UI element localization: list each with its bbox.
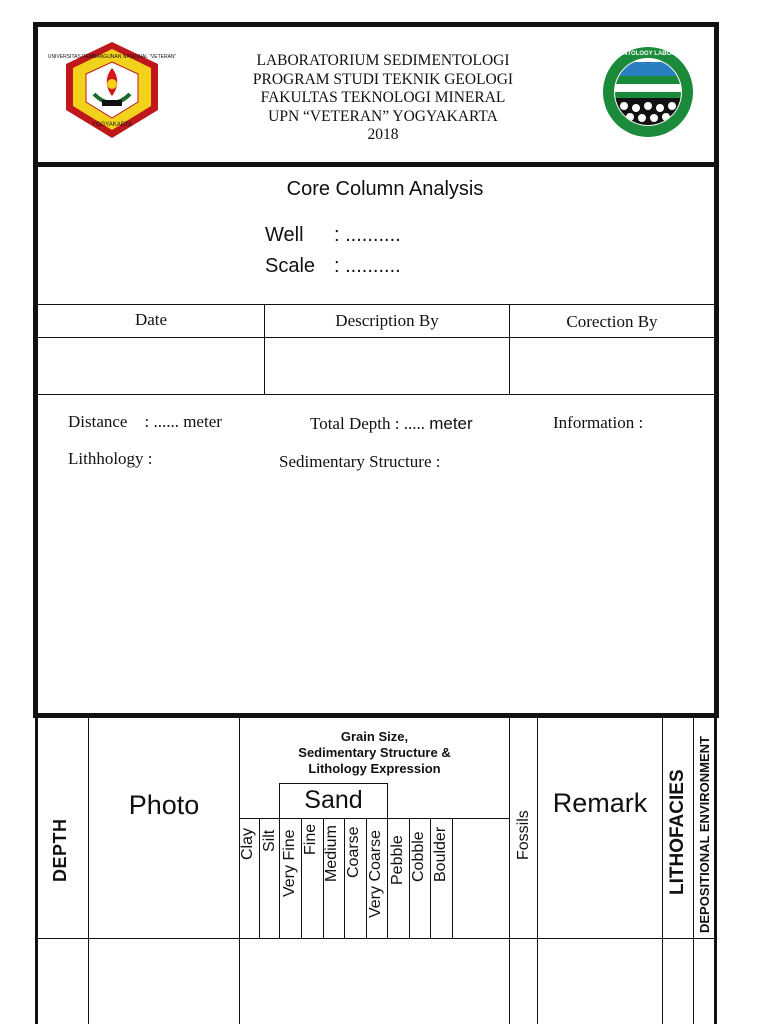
grain-col-divider [259,818,260,938]
left-logo-bottom-text: YOGYAKARTA [91,122,133,128]
grain-size-header [240,729,509,777]
description-by-cell[interactable] [265,338,509,394]
information-field: Information : [553,413,644,432]
form-title: Core Column Analysis [286,178,484,200]
grain-clay: Clay [239,827,256,860]
grain-title-line: Lithology Expression [308,761,441,776]
remark-header: Remark [552,788,648,818]
sedimentology-lab-logo [598,44,698,140]
sand-box-right [387,783,388,818]
header-line: UPN “VETERAN” YOGYAKARTA [268,107,498,125]
correction-by-header: Corection By [566,312,658,331]
university-logo [47,38,177,142]
sand-header: Sand [304,786,363,814]
sheet-col-divider [88,718,89,1024]
header-line: LABORATORIUM SEDIMENTOLOGI [256,52,510,69]
correction-by-cell[interactable] [510,338,714,394]
total-depth-unit: meter [429,414,473,433]
grain-medium: Medium [323,825,340,882]
right-logo-ring-text: SEDIMENTOLOGY LABORATORY [600,51,696,57]
lithofacies-header: LITHOFACIES [667,769,688,895]
depositional-environment-header: DEPOSITIONAL ENVIRONMENT [697,736,712,933]
header-line: 2018 [367,126,399,143]
scale-label: Scale [265,255,316,277]
well-value[interactable]: : .......... [334,224,401,246]
grain-title-line: Grain Size, [340,729,409,744]
scale-value[interactable]: : .......... [334,255,401,277]
sheet-col-divider [662,718,663,1024]
grain-coarse: Coarse [345,826,362,878]
grain-col-divider [430,818,431,938]
grain-silt: Silt [261,829,278,852]
grain-cobble: Cobble [410,831,427,882]
total-depth-label: Total Depth : ..... [310,414,425,433]
header-divider [33,162,719,167]
well-label: Well [265,224,304,246]
grain-col-divider [387,818,388,938]
sheet-col-divider [693,718,694,1024]
depth-header: DEPTH [50,818,70,882]
header-line: PROGRAM STUDI TEKNIK GEOLOGI [252,70,514,88]
description-by-header: Description By [335,311,439,330]
lithology-field: Lithhology : [68,449,153,468]
grain-col-divider [279,818,280,938]
left-logo-top-text: UNIVERSITAS PEMBANGUNAN NASIONAL “VETERAN” [47,54,177,60]
institution-header [200,52,566,145]
grain-very-fine: Very Fine [281,829,298,897]
grain-very-coarse: Very Coarse [367,829,384,918]
grain-pebble: Pebble [389,835,406,885]
sheet-col-divider [537,718,538,1024]
sheet-col-divider [509,718,510,1024]
grain-col-divider [452,818,453,938]
sheet-right-border [714,718,717,1024]
sheet-left-border [35,718,38,1024]
date-header: Date [134,310,168,329]
fossils-header: Fossils [515,810,532,860]
grain-size-baseline [240,818,509,819]
sedimentary-structure-field: Sedimentary Structure : [279,452,441,471]
table-bottom-border [38,394,714,395]
total-depth-field [310,414,473,434]
date-cell[interactable] [39,338,264,394]
distance-field: Distance : ...... meter [68,412,222,431]
grain-boulder: Boulder [432,826,449,882]
table-top-border [38,304,714,305]
grain-title-line: Sedimentary Structure & [298,745,451,760]
grain-fine: Fine [302,823,319,855]
header-line: FAKULTAS TEKNOLOGI MINERAL [260,89,506,106]
sheet-header-bottom [38,938,714,939]
photo-header: Photo [128,790,200,820]
